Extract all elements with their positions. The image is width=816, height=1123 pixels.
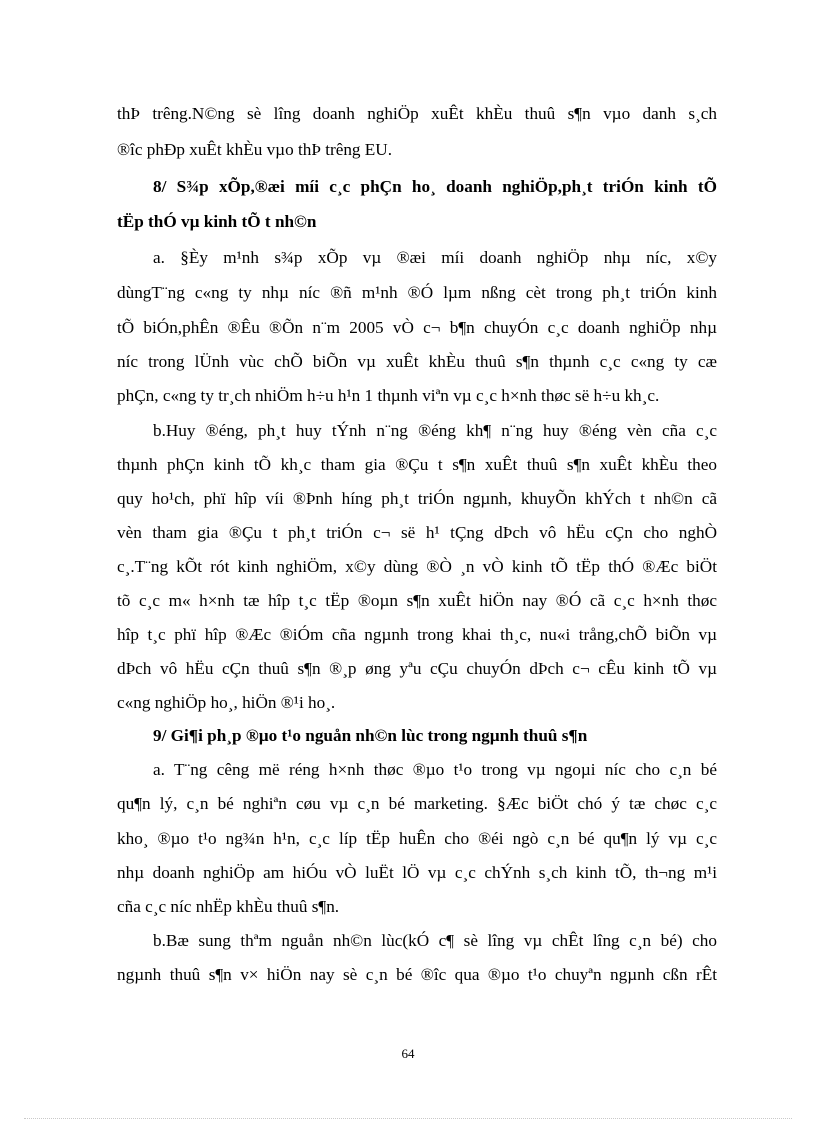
- text-line: c¸.T¨ng kÕt rót kinh nghiÖm, x©y dùng ®Ò ¸n vÒ kinh tÕ tËp thÓ ®Æc biÖt: [117, 557, 717, 576]
- text-line: qu¶n lý, c¸n bé nghiªn cøu vµ c¸n bé marketing. §Æc biÖt chó ý tæ chøc c¸c: [117, 794, 717, 813]
- text-line: dÞch vô hËu cÇn thuû s¶n ®¸p øng yªu cÇu chuyÓn dÞch c¬ cÊu kinh tÕ vµ: [117, 659, 717, 678]
- text-line: níc trong lÜnh vùc chÕ biÕn vµ xuÊt khÈu thuû s¶n thµnh c¸c c«ng ty cæ: [117, 352, 717, 371]
- page-number: 64: [401, 1046, 415, 1061]
- text-line: thÞ trêng.N©ng sè lîng doanh nghiÖp xuÊt khÈu thuû s¶n vµo danh s¸ch: [117, 104, 717, 123]
- text-line: a. T¨ng cêng më réng h×nh thøc ®µo t¹o trong vµ ngoµi níc cho c¸n bé: [153, 760, 717, 779]
- text-line: a. §Èy m¹nh s¾p xÕp vµ ®æi míi doanh nghiÖp nhµ níc, x©y: [153, 248, 717, 267]
- text-line: phÇn, c«ng ty tr¸ch nhiÖm h÷u h¹n 1 thµnh viªn vµ c¸c h×nh thøc së h÷u kh¸c.: [117, 386, 660, 405]
- text-line: ®îc phÐp xuÊt khÈu vµo thÞ trêng EU.: [117, 140, 393, 159]
- text-line: cña c¸c níc nhËp khÈu thuû s¶n.: [117, 897, 340, 916]
- text-line: b.Bæ sung thªm nguån nh©n lùc(kÓ c¶ sè lîng vµ chÊt lîng c¸n bé) cho: [153, 931, 717, 950]
- section-heading: 9/ Gi¶i ph¸p ®µo t¹o nguån nh©n lùc trong ngµnh thuû s¶n: [153, 726, 588, 745]
- text-line: c«ng nghiÖp ho¸, hiÖn ®¹i ho¸.: [117, 693, 336, 712]
- text-line: tõ c¸c m« h×nh tæ hîp t¸c tËp ®oµn s¶n xuÊt hiÖn nay ®Ó cã c¸c h×nh thøc: [117, 591, 717, 610]
- text-line: kho¸ ®µo t¹o ng¾n h¹n, c¸c líp tËp huÊn cho ®éi ngò c¸n bé qu¶n lý vµ c¸c: [117, 829, 717, 848]
- text-line: thµnh phÇn kinh tÕ kh¸c tham gia ®Çu t s¶n xuÊt thuû s¶n xuÊt khÈu theo: [117, 455, 717, 474]
- text-line: quy ho¹ch, phï hîp víi ®Þnh híng ph¸t triÓn ngµnh, khuyÕn khÝch t nh©n cã: [117, 489, 717, 508]
- text-line: hîp t¸c phï hîp ®Æc ®iÓm cña ngµnh trong khai th¸c, nu«i trång,chÕ biÕn vµ: [117, 625, 717, 644]
- text-line: ngµnh thuû s¶n v× hiÖn nay sè c¸n bé ®îc qua ®µo t¹o chuyªn ngµnh cßn rÊt: [117, 965, 717, 984]
- section-heading: 8/ S¾p xÕp,®æi míi c¸c phÇn ho¸ doanh nghiÖp,ph¸t triÓn kinh tÕ: [153, 177, 717, 196]
- section-heading: tËp thÓ vµ kinh tÕ t nh©n: [117, 212, 317, 231]
- text-line: tÕ biÓn,phÊn ®Êu ®Õn n¨m 2005 vÒ c¬ b¶n chuyÓn c¸c doanh nghiÖp nhµ: [117, 318, 717, 337]
- text-line: nhµ doanh nghiÖp am hiÓu vÒ luËt lÖ vµ c¸c chÝnh s¸ch kinh tÕ, th¬ng m¹i: [117, 863, 717, 882]
- text-line: b.Huy ®éng, ph¸t huy tÝnh n¨ng ®éng kh¶ n¨ng huy ®éng vèn cña c¸c: [153, 421, 717, 440]
- text-line: vèn tham gia ®Çu t ph¸t triÓn c¬ së h¹ tÇng dÞch vô hËu cÇn cho nghÒ: [117, 523, 717, 542]
- text-line: dùngT¨ng c«ng ty nhµ níc ®ñ m¹nh ®Ó lµm nßng cèt trong ph¸t triÓn kinh: [117, 283, 717, 302]
- page-bottom-border: [24, 1118, 792, 1119]
